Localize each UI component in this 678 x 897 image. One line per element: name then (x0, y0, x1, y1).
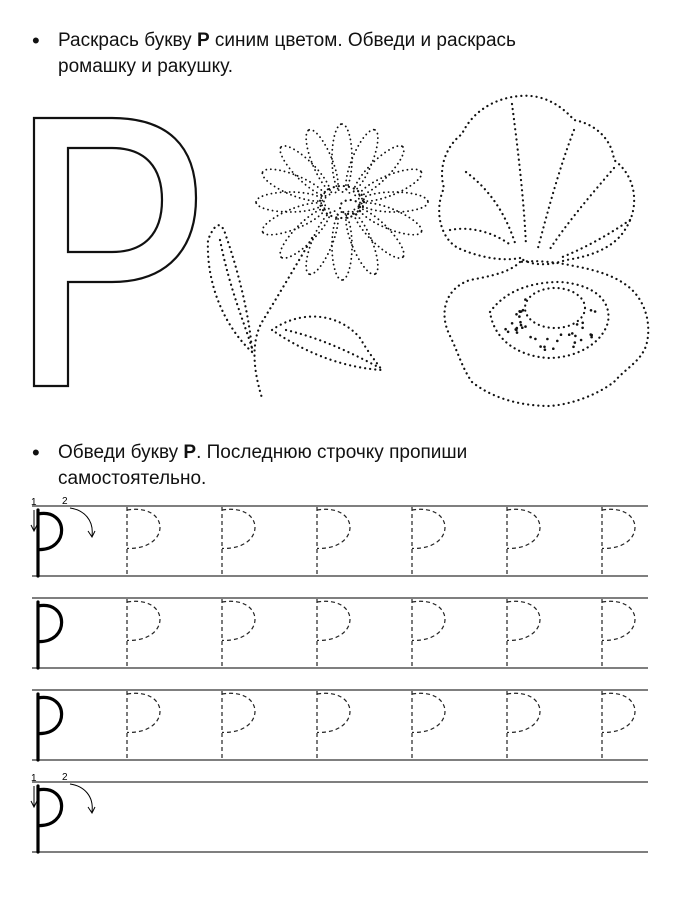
dashed-letter-p[interactable] (127, 599, 160, 668)
bullet: • (32, 440, 40, 465)
shell-speck (518, 310, 521, 313)
shell-speck (520, 324, 523, 327)
shell-speck (576, 323, 579, 326)
task2-text-part1: Обведи букву (58, 442, 184, 463)
dashed-letter-p[interactable] (222, 691, 255, 760)
sample-letter-p (38, 510, 62, 576)
dashed-letter-p[interactable] (507, 599, 540, 668)
shell-speck (574, 335, 577, 338)
shell-speck (556, 340, 559, 343)
dashed-letter-p[interactable] (412, 691, 445, 760)
shell-speck (560, 333, 563, 336)
daisy-petal (355, 163, 425, 208)
shell-speck (580, 339, 583, 342)
shell-speck (511, 322, 514, 325)
dashed-letter-p[interactable] (412, 507, 445, 576)
dashed-letter-p[interactable] (507, 691, 540, 760)
dashed-letter-p[interactable] (317, 507, 350, 576)
dashed-letter-p[interactable] (127, 507, 160, 576)
task1-letter: Р (196, 30, 210, 51)
shell-speck (504, 328, 507, 331)
shell-drawing (439, 96, 648, 406)
dashed-letter-p[interactable] (317, 691, 350, 760)
stroke-number-2: 2 (62, 772, 68, 783)
stroke-number-1: 1 (31, 773, 37, 784)
shell-speck (568, 333, 571, 336)
stroke-number-2: 2 (62, 496, 68, 507)
outline-letter-p (34, 118, 196, 386)
shell-speck (519, 321, 522, 324)
dashed-letter-p[interactable] (317, 599, 350, 668)
daisy-petal (332, 212, 352, 280)
bullet: • (32, 28, 40, 53)
task2-text-line2: самостоятельно. (58, 468, 207, 489)
sample-letter-p (38, 694, 62, 760)
task2-letter: Р (183, 442, 197, 463)
shell-speck (594, 310, 597, 313)
dashed-letter-p[interactable] (602, 507, 635, 576)
arrowhead (88, 807, 95, 813)
shell-speck (529, 336, 532, 339)
dashed-letter-p[interactable] (602, 691, 635, 760)
shell-speck (572, 346, 575, 349)
tracing-rows (31, 496, 648, 852)
stroke-number-1: 1 (31, 497, 37, 508)
shell-speck (539, 345, 542, 348)
shell-speck (590, 309, 593, 312)
daisy-petal (259, 197, 329, 242)
shell-speck (571, 332, 574, 335)
shell-speck (507, 331, 510, 334)
shell-speck (521, 326, 524, 329)
daisy-petal (300, 126, 345, 196)
shell-speck (516, 331, 519, 334)
daisy-drawing (208, 124, 428, 398)
dashed-letter-p[interactable] (222, 507, 255, 576)
writing-row (32, 690, 648, 760)
dashed-letter-p[interactable] (412, 599, 445, 668)
shell-speck (534, 338, 537, 341)
shell-speck (516, 327, 519, 330)
arrowhead (88, 531, 95, 537)
task1-text-line2: ромашку и ракушку. (58, 56, 234, 77)
sample-letter-p (38, 786, 62, 852)
shell-speck (581, 327, 584, 330)
daisy-petal (332, 124, 352, 192)
shell-speck (518, 315, 521, 318)
shell-speck (574, 341, 577, 344)
writing-row (32, 598, 648, 668)
daisy-petal (300, 207, 345, 277)
writing-row[interactable] (31, 772, 648, 852)
shell-speck (522, 309, 525, 312)
daisy-petal (340, 126, 385, 196)
task1-text-part1: Раскрась букву (58, 30, 197, 51)
shell-speck (544, 348, 547, 351)
task2-text-part2: . Последнюю строчку пропиши (196, 442, 468, 463)
shell-speck (515, 313, 518, 316)
shell-speck (552, 347, 555, 350)
dashed-letter-p[interactable] (602, 599, 635, 668)
dashed-letter-p[interactable] (127, 691, 160, 760)
shell-speck (590, 336, 593, 339)
shell-speck (543, 346, 546, 349)
shell-speck (524, 325, 527, 328)
shell-speck (546, 338, 549, 341)
dashed-letter-p[interactable] (507, 507, 540, 576)
writing-row (31, 496, 648, 576)
sample-letter-p (38, 602, 62, 668)
shell-speck (524, 298, 527, 301)
dashed-letter-p[interactable] (222, 599, 255, 668)
shell-speck (581, 322, 584, 325)
task1-text-part2: синим цветом. Обведи и раскрась (209, 30, 516, 51)
